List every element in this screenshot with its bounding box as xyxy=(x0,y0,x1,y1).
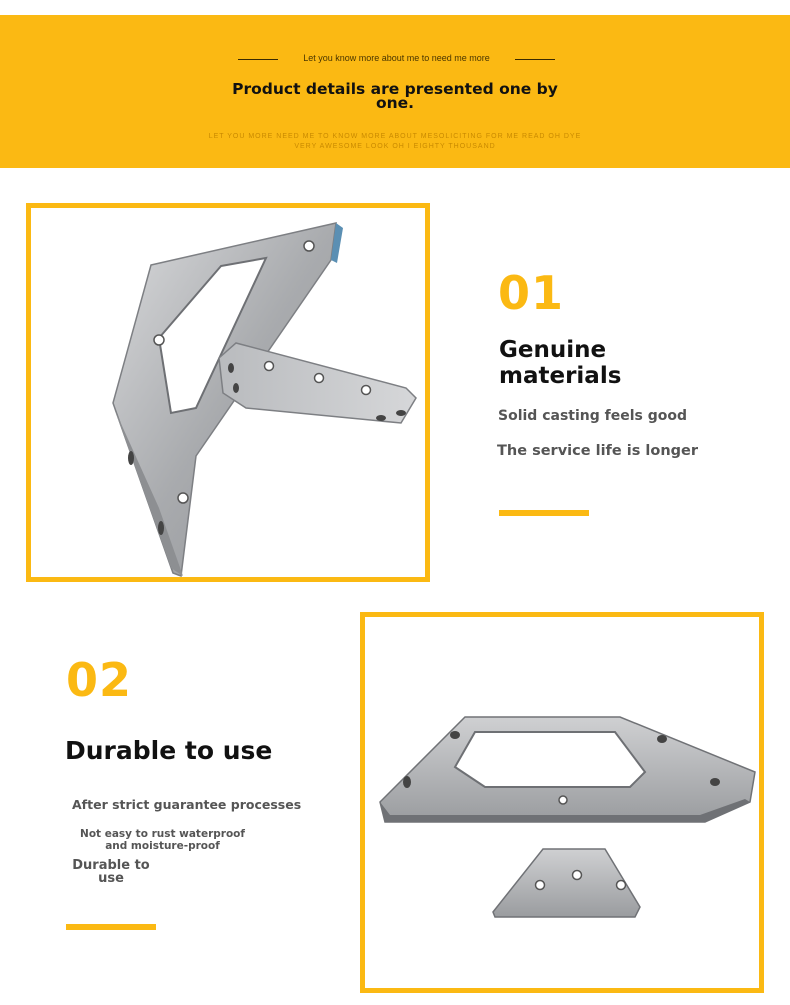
feature-2-line-2: Not easy to rust waterproof and moisture-proof xyxy=(80,828,245,852)
feature-1-line-2: The service life is longer xyxy=(497,443,699,459)
product-image-frame-2 xyxy=(360,612,764,993)
feature-2-line-1: After strict guarantee processes xyxy=(72,797,302,812)
tagline-rule-left xyxy=(238,59,278,60)
tagline-rule-right xyxy=(515,59,555,60)
banner-tagline: Let you know more about me to need me more xyxy=(303,53,490,63)
feature-heading-1: Genuine materials xyxy=(499,337,622,389)
accent-bar-1 xyxy=(499,510,589,516)
banner-subtitle: LET YOU MORE NEED ME TO KNOW MORE ABOUT MESOLICITING FOR ME READ OH DYE VERY AWESOME LOOK OH I EIGHTY THOUSAND xyxy=(208,133,582,150)
banner-title: Product details are presented one by one. xyxy=(232,80,558,112)
feature-heading-2: Durable to use xyxy=(65,736,273,765)
flat-bracket-image xyxy=(365,617,759,988)
accent-bar-2 xyxy=(66,924,156,930)
feature-1-line-1: Solid casting feels good xyxy=(498,408,687,424)
product-image-frame-1 xyxy=(26,203,430,582)
corner-bracket-image xyxy=(31,208,425,577)
feature-2-line-3: Durable to use xyxy=(72,858,150,886)
header-banner xyxy=(0,15,790,168)
feature-number-2: 02 xyxy=(66,653,133,707)
feature-number-1: 01 xyxy=(498,266,565,320)
